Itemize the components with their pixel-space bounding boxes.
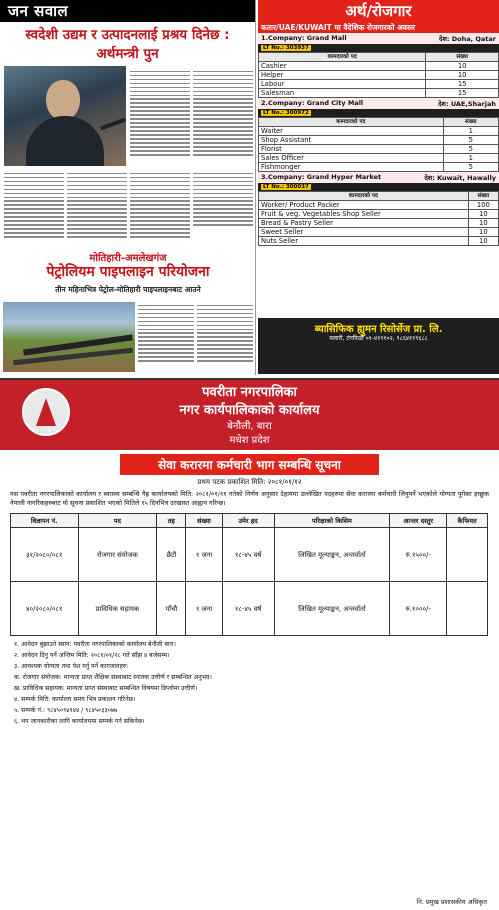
job-ad-title: कतार/UAE/KUWAIT मा वैदेशिक रोजगारको अवसर	[258, 22, 499, 33]
public-notice	[0, 378, 499, 910]
section-header: अर्थ/रोजगार	[258, 0, 499, 22]
notice-header	[0, 380, 499, 450]
table-row: ३१/२०८०/०८१ रोजगार संयोजक छैटौ १ जना १८-४५ वर्ष लिखित मूल्याङ्कन, अन्तर्वार्ता रु.१५००/-	[11, 528, 488, 582]
company-country: देश: Kuwait, Hawally	[424, 174, 496, 182]
col-header: संख्या	[468, 192, 498, 201]
lt-number: LT No.: 300037	[263, 184, 309, 190]
col-header: संख्या	[426, 53, 499, 62]
section-header: जन सवाल	[0, 0, 255, 22]
col-header: पद	[78, 514, 157, 528]
publish-date: प्रथम पटक प्रकाशित मिति: २०८१/०१/१२	[197, 478, 302, 486]
col-header: संख्या	[443, 118, 498, 127]
agency-footer	[258, 318, 499, 374]
col-header: परिक्षाको किसिम	[274, 514, 390, 528]
company-country: देश: Doha, Qatar	[439, 35, 496, 43]
table-row: Fishmonger 5	[259, 163, 499, 172]
list-item: क. रोजगार संयोजक: मान्यता प्राप्त शैक्षिक संस्थाबाट स्नातक उत्तीर्ण र सम्बन्धित अनुभव।	[14, 674, 212, 681]
table-row: Shop Assistant 5	[259, 136, 499, 145]
table-row: Sales Officer 1	[259, 154, 499, 163]
job-table	[258, 52, 499, 98]
headline: स्वदेशी उद्यम र उत्पादनलाई प्रश्रय दिनेछ : अर्थमन्त्री पुन	[25, 27, 230, 62]
notice-intro: यस पवरीता नगरपालिकाको कार्यालय र स्वास्थ्य सम्बन्धि गैह्र कार्यालयको मिति: २०८१/०१/११ गतेको निर्णय अनुसार देहायमा उल्लेखित पदहरुमा सेवा करारमा कर्मचारी लिनुपर्ने भएकोले योग्यता पुगेका इच्छुक नेपाली नागरिकहरुबाट यो सूचना प्रकाशित भएको मितिले १५ दिनभित्र दरखास्त आह्वान गरिन्छ।	[10, 490, 489, 507]
notice-title: सेवा करारमा कर्मचारी भाग सम्बन्धि सूचना	[120, 454, 379, 475]
news-column	[0, 0, 256, 375]
article-text	[130, 68, 190, 168]
col-header: कामदारको पद	[259, 192, 469, 201]
office-place: बेनौली, बारा	[227, 421, 272, 432]
col-header: तह	[157, 514, 186, 528]
table-row: Cashier 10	[259, 62, 499, 71]
article-text	[138, 302, 194, 372]
article-text	[193, 170, 253, 248]
article-text	[4, 170, 64, 248]
col-header: कैफियत	[447, 514, 488, 528]
table-row: Waiter 1	[259, 127, 499, 136]
org-name: पवरीता नगरपालिका	[202, 385, 297, 400]
article-text	[197, 302, 253, 372]
col-header: संख्या	[186, 514, 222, 528]
table-row: Labour 15	[259, 80, 499, 89]
municipality-emblem-icon	[22, 388, 70, 436]
pipeline-kicker: मोतिहारी-अमलेखगंज	[89, 253, 167, 264]
col-header: उमेर हद	[222, 514, 274, 528]
agency-address: मलारी, टंगफिडी ०१-४१९१०२, ९८६४११९६८८	[329, 335, 428, 342]
table-row: ४०/२०८०/०८१ प्राविधिक सहायक पाँचौ १ जना १८-४५ वर्ष लिखित मूल्याङ्कन, अन्तर्वार्ता रु.१०००/-	[11, 582, 488, 636]
list-item: ख. प्राविधिक सहायक: मान्यता प्राप्त संस्थाबाट सम्बन्धित विषयमा डिप्लोमा उत्तीर्ण।	[14, 685, 198, 692]
table-row: Helper 10	[259, 71, 499, 80]
table-row: Bread & Pastry Seller 10	[259, 219, 499, 228]
list-item: ६. थप जानकारीका लागि कार्यालयमा सम्पर्क गर्न सकिनेछ।	[14, 718, 145, 725]
office-name: नगर कार्यपालिकाको कार्यालय	[179, 403, 320, 418]
job-table	[258, 117, 499, 172]
office-province: मधेश प्रदेश	[229, 435, 270, 446]
signer: नि. प्रमुख प्रशासकीय अधिकृत	[416, 898, 487, 906]
pipeline-headline: पेट्रोलियम पाइपलाइन परियोजना	[46, 264, 210, 280]
list-item: १. आवेदन बुझाउने स्थान: पवरीता नगरपालिकाको कार्यालय बेनौली बारा।	[14, 641, 176, 648]
table-row: Salesman 15	[259, 89, 499, 98]
company-name: 1.Company: Grand Mall	[261, 34, 347, 42]
col-header: कामदारको पद	[259, 118, 444, 127]
col-header: विज्ञापन नं.	[11, 514, 79, 528]
table-row: Florist 5	[259, 145, 499, 154]
lt-number: LT No.: 300972	[263, 110, 309, 116]
company-country: देश: UAE,Sharjah	[438, 100, 496, 108]
company-block-2	[258, 98, 499, 172]
table-row: Nuts Seller 10	[259, 237, 499, 246]
table-row: Worker/ Product Packer 100	[259, 201, 499, 210]
pipeline-photo	[3, 302, 135, 372]
article-text	[193, 68, 253, 168]
article-text	[67, 170, 127, 248]
agency-name: ब्यासिफिक ह्युमन रिसोर्सेज प्रा. लि.	[314, 324, 443, 335]
col-header: कामदारको पद	[259, 53, 426, 62]
lt-number: LT No.: 303937	[263, 45, 309, 51]
article-text	[130, 170, 190, 248]
job-table	[258, 191, 499, 246]
list-item: २. आवेदन दिनु पर्ने अन्तिम मिति: २०८१/०१/२८ गते साँझ ४ बजेसम्म।	[14, 652, 170, 659]
company-name: 3.Company: Grand Hyper Market	[261, 173, 382, 181]
pipeline-subheadline: तीन महिनाभित्र पेट्रोल-मोतिहारी पाइपलाइनबाट आउने	[55, 285, 201, 294]
company-name: 2.Company: Grand City Mall	[261, 99, 364, 107]
table-row: Sweet Seller 10	[259, 228, 499, 237]
company-block-1	[258, 33, 499, 98]
notice-points	[0, 639, 499, 727]
vacancy-table	[10, 513, 488, 636]
list-item: ५. सम्पर्क नं.: ९८४५०९४१४४ / ९८४५०३३०७७	[14, 707, 118, 714]
col-header: आन्तर दस्तुर	[390, 514, 447, 528]
company-block-3	[258, 172, 499, 246]
list-item: ३. आवश्यक योग्यता तथा पेश गर्नु पर्ने कागजातहरु:	[14, 663, 129, 670]
table-row: Fruit & veg. Vegetables Shop Seller 10	[259, 210, 499, 219]
list-item: ४. सम्पर्क मिति: कार्यालय समय भित्र प्रकाशन गरिनेछ।	[14, 696, 136, 703]
finance-minister-photo	[4, 66, 126, 166]
